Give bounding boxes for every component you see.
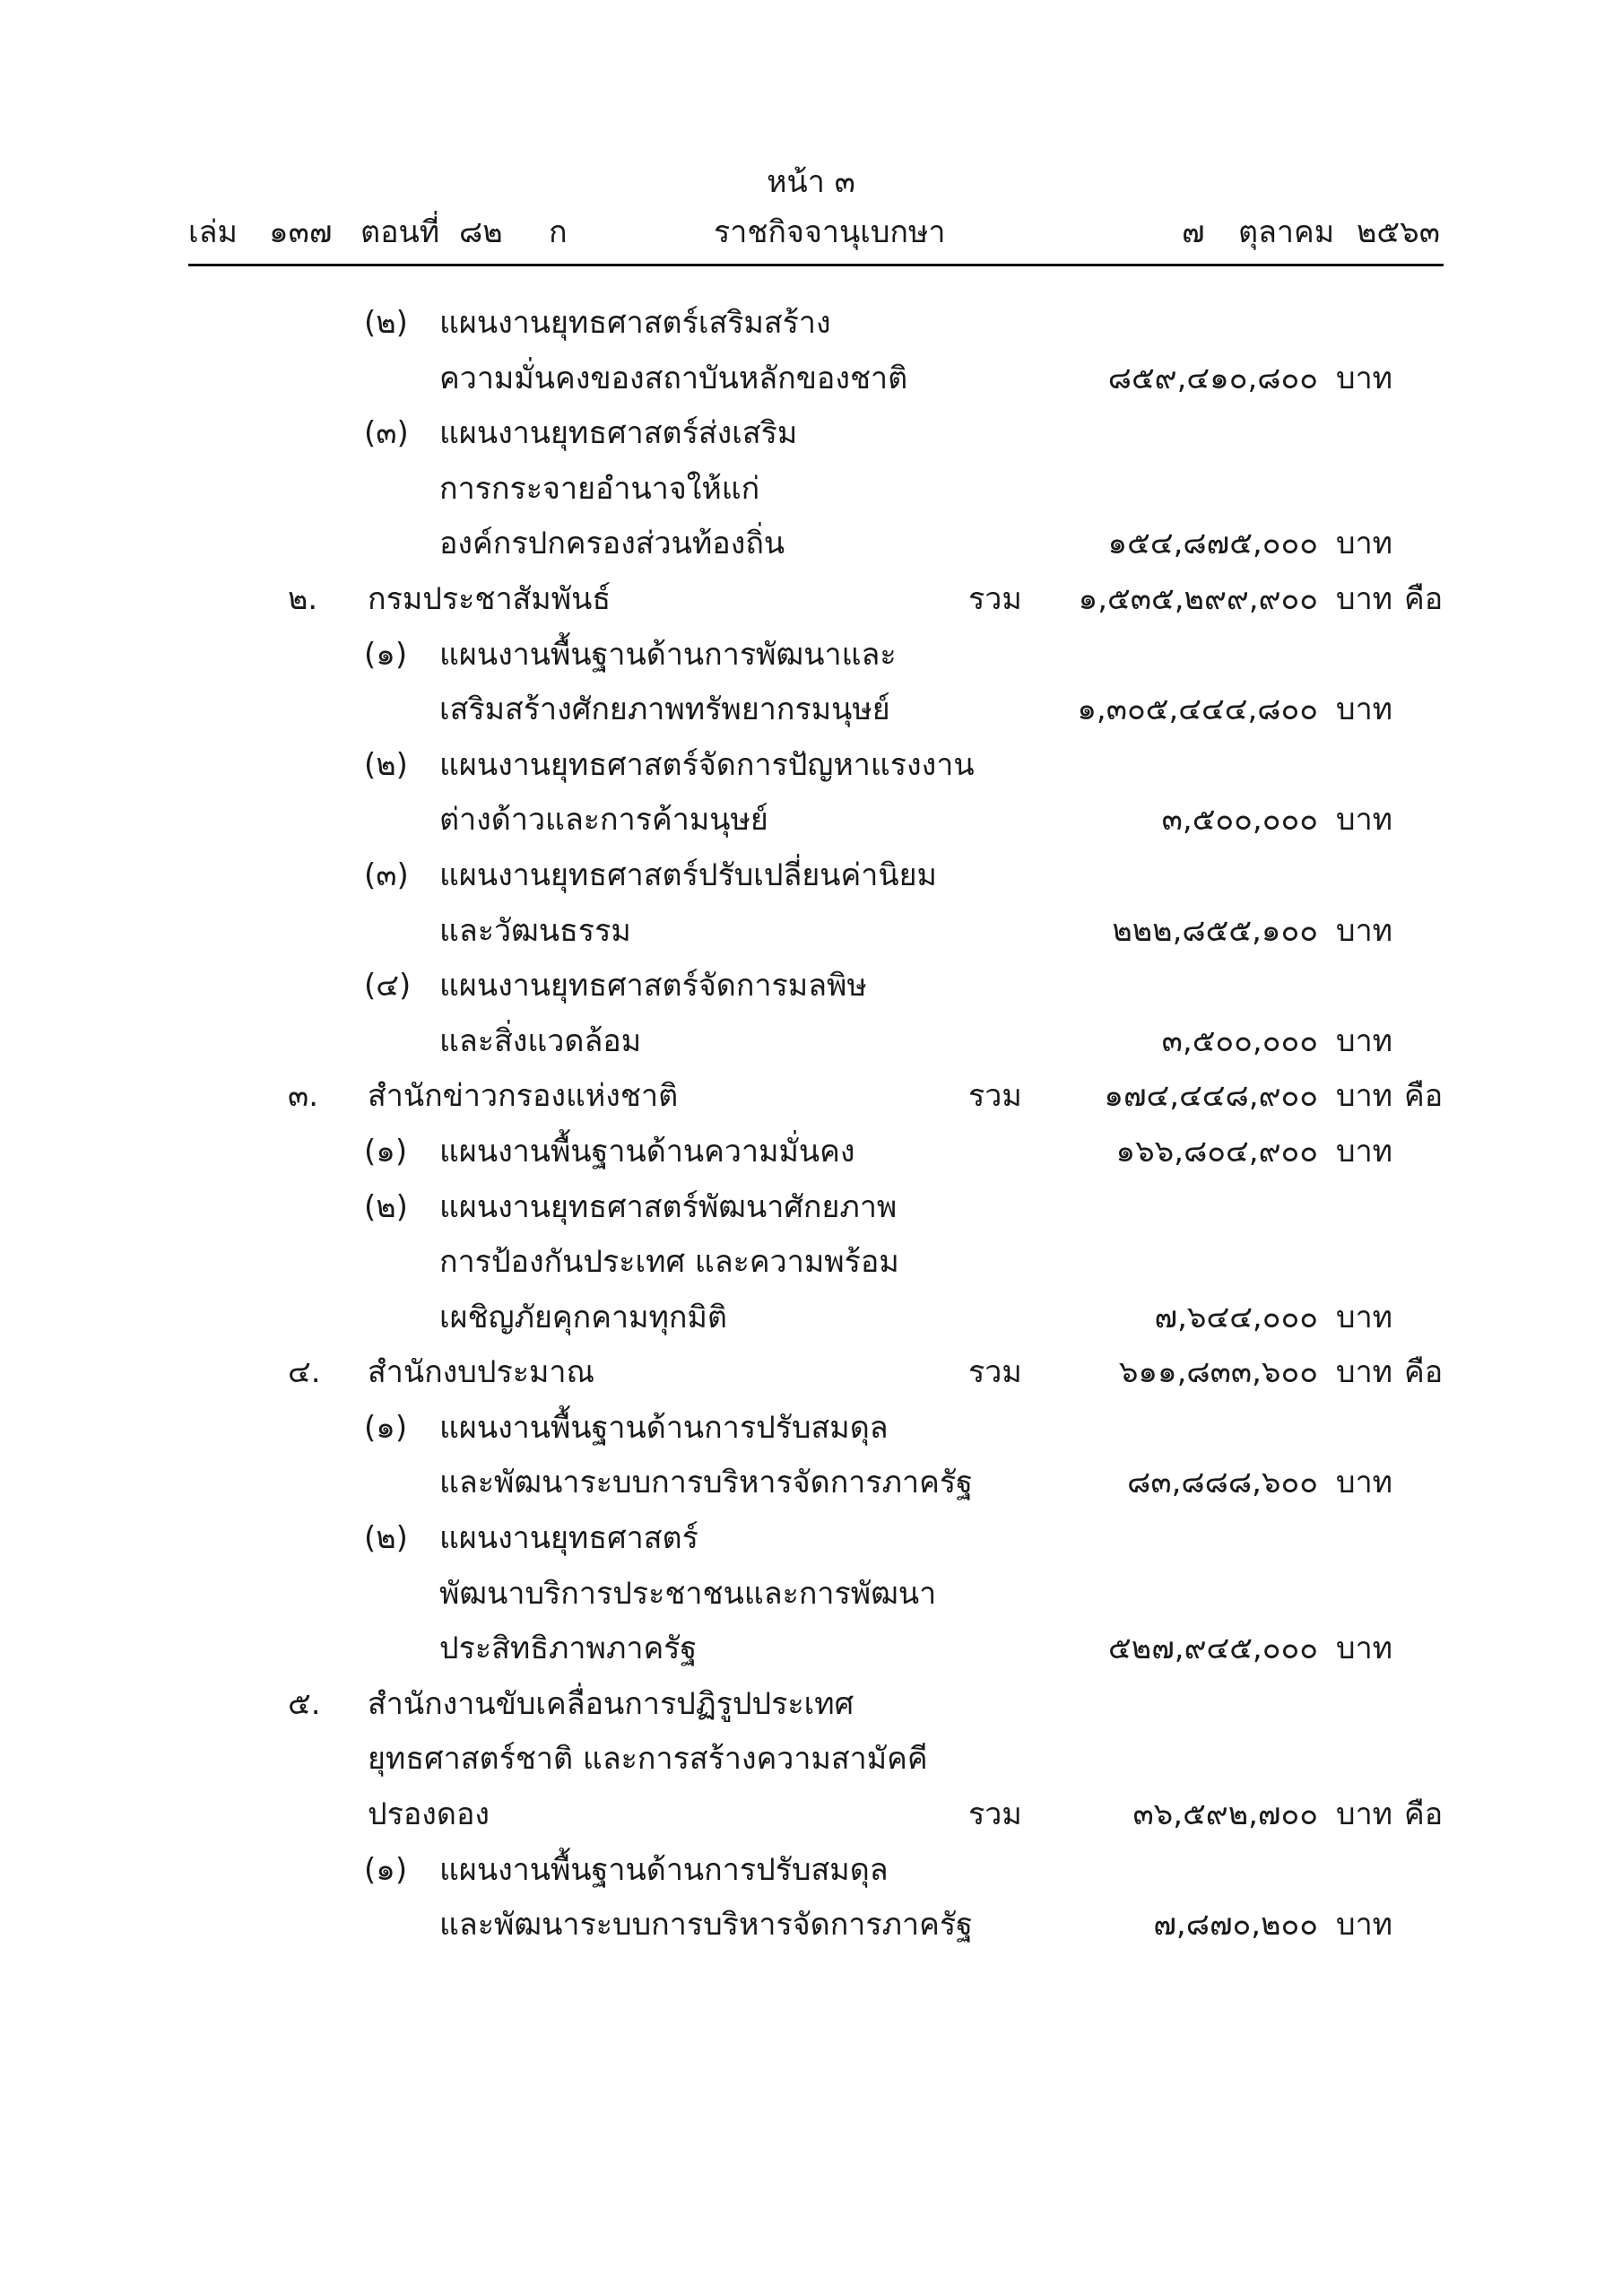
plan-title-continued: และพัฒนาระบบการบริหารจัดการภาครัฐ bbox=[439, 1465, 973, 1501]
section-number: ๕. bbox=[288, 1685, 321, 1722]
plan-row bbox=[0, 1898, 1622, 1953]
volume-number: ๑๓๗ bbox=[269, 214, 333, 250]
plan-title: แผนงานยุทธศาสตร์เสริมสร้าง bbox=[439, 305, 831, 341]
section-title: สำนักงบประมาณ bbox=[368, 1354, 595, 1391]
plan-row bbox=[0, 1622, 1622, 1677]
plan-row bbox=[0, 296, 1622, 352]
currency-unit: บาท bbox=[1336, 1354, 1393, 1391]
section-number: ๒. bbox=[288, 580, 318, 617]
plan-row bbox=[0, 738, 1622, 794]
plan-title: แผนงานพื้นฐานด้านการพัฒนาและ bbox=[439, 636, 897, 673]
amount-value: ๗,๘๗๐,๒๐๐ bbox=[1153, 1907, 1318, 1944]
section-number: ๓. bbox=[288, 1078, 319, 1115]
plan-number: (๑) bbox=[364, 1409, 408, 1446]
header-rule bbox=[188, 264, 1444, 266]
section-row bbox=[0, 1787, 1622, 1843]
plan-number: (๒) bbox=[364, 1188, 408, 1225]
date-month: ตุลาคม bbox=[1238, 214, 1335, 250]
plan-title: แผนงานยุทธศาสตร์พัฒนาศักยภาพ bbox=[439, 1188, 898, 1225]
amount-value: ๕๒๗,๙๔๕,๐๐๐ bbox=[1108, 1631, 1318, 1667]
total-label: รวม bbox=[968, 580, 1022, 617]
date-day: ๗ bbox=[1182, 214, 1205, 250]
amount-value: ๓๖,๕๙๒,๗๐๐ bbox=[1132, 1796, 1318, 1833]
section-title: กรมประชาสัมพันธ์ bbox=[368, 580, 612, 617]
plan-title: แผนงานยุทธศาสตร์ปรับเปลี่ยนค่านิยม bbox=[439, 857, 937, 893]
amount-value: ๗,๖๔๔,๐๐๐ bbox=[1154, 1299, 1318, 1335]
section-title: สำนักงานขับเคลื่อนการปฏิรูปประเทศ bbox=[368, 1685, 854, 1722]
plan-number: (๑) bbox=[364, 636, 408, 673]
currency-unit: บาท bbox=[1336, 1631, 1393, 1667]
currency-unit: บาท bbox=[1336, 1022, 1393, 1059]
plan-title-continued: การป้องกันประเทศ และความพร้อม bbox=[439, 1244, 899, 1281]
header-row bbox=[188, 213, 1444, 252]
plan-title-continued: เสริมสร้างศักยภาพทรัพยากรมนุษย์ bbox=[439, 691, 890, 728]
section-row bbox=[0, 1732, 1622, 1787]
plan-row bbox=[0, 1511, 1622, 1567]
currency-unit: บาท bbox=[1336, 1133, 1393, 1170]
issue-number: ๘๒ bbox=[459, 214, 503, 250]
plan-title-continued: และพัฒนาระบบการบริหารจัดการภาครัฐ bbox=[439, 1907, 973, 1944]
plan-title-continued: และวัฒนธรรม bbox=[439, 912, 631, 949]
namely-label: คือ bbox=[1404, 1354, 1444, 1391]
plan-row bbox=[0, 1014, 1622, 1070]
amount-value: ๑๗๔,๔๔๘,๙๐๐ bbox=[1104, 1078, 1318, 1115]
plan-number: (๒) bbox=[364, 1520, 408, 1557]
namely-label: คือ bbox=[1404, 1796, 1444, 1833]
plan-title: แผนงานพื้นฐานด้านการปรับสมดุล bbox=[439, 1851, 889, 1888]
issue-label: ตอนที่ bbox=[360, 214, 440, 250]
amount-value: ๑,๓๐๕,๔๔๔,๘๐๐ bbox=[1077, 691, 1318, 728]
currency-unit: บาท bbox=[1336, 1907, 1393, 1944]
section-title-continued: ปรองดอง bbox=[368, 1796, 490, 1833]
plan-row bbox=[0, 517, 1622, 572]
plan-row bbox=[0, 1291, 1622, 1346]
plan-row bbox=[0, 1843, 1622, 1899]
plan-title-continued: ต่างด้าวและการค้ามนุษย์ bbox=[439, 802, 768, 839]
plan-row bbox=[0, 904, 1622, 960]
plan-row bbox=[0, 848, 1622, 904]
amount-value: ๓,๕๐๐,๐๐๐ bbox=[1161, 802, 1318, 839]
plan-title: แผนงานยุทธศาสตร์จัดการปัญหาแรงงาน bbox=[439, 746, 975, 783]
amount-value: ๒๒๒,๘๕๕,๑๐๐ bbox=[1112, 912, 1318, 949]
section-number: ๔. bbox=[288, 1354, 321, 1391]
plan-row bbox=[0, 352, 1622, 407]
section-row bbox=[0, 1677, 1622, 1733]
plan-title-continued: ประสิทธิภาพภาครัฐ bbox=[439, 1631, 698, 1667]
plan-row bbox=[0, 1456, 1622, 1511]
amount-value: ๘๕๙,๔๑๐,๘๐๐ bbox=[1107, 360, 1318, 396]
page-number: หน้า ๓ bbox=[767, 164, 855, 200]
volume-label: เล่ม bbox=[188, 214, 238, 250]
plan-row bbox=[0, 683, 1622, 738]
section-letter: ก bbox=[549, 214, 568, 250]
section-row bbox=[0, 1069, 1622, 1125]
plan-row bbox=[0, 793, 1622, 848]
section-title-continued: ยุทธศาสตร์ชาติ และการสร้างความสามัคคี bbox=[368, 1741, 928, 1778]
currency-unit: บาท bbox=[1336, 1078, 1393, 1115]
date-year: ๒๕๖๓ bbox=[1357, 214, 1440, 250]
namely-label: คือ bbox=[1404, 1078, 1444, 1115]
plan-row bbox=[0, 1567, 1622, 1622]
total-label: รวม bbox=[968, 1078, 1022, 1115]
amount-value: ๖๑๑,๘๓๓,๖๐๐ bbox=[1118, 1354, 1318, 1391]
plan-row bbox=[0, 1125, 1622, 1180]
currency-unit: บาท bbox=[1336, 1465, 1393, 1501]
plan-number: (๓) bbox=[364, 415, 409, 452]
section-row bbox=[0, 572, 1622, 628]
plan-number: (๑) bbox=[364, 1133, 408, 1170]
currency-unit: บาท bbox=[1336, 580, 1393, 617]
plan-title-continued: การกระจายอำนาจให้แก่ bbox=[439, 470, 760, 507]
amount-value: ๑๕๔,๘๗๕,๐๐๐ bbox=[1107, 526, 1318, 562]
amount-value: ๓,๕๐๐,๐๐๐ bbox=[1161, 1022, 1318, 1059]
namely-label: คือ bbox=[1404, 580, 1444, 617]
plan-row bbox=[0, 959, 1622, 1014]
plan-title-continued: ความมั่นคงของสถาบันหลักของชาติ bbox=[439, 360, 908, 396]
plan-number: (๑) bbox=[364, 1851, 408, 1888]
plan-row bbox=[0, 462, 1622, 517]
plan-row bbox=[0, 628, 1622, 683]
currency-unit: บาท bbox=[1336, 1299, 1393, 1335]
currency-unit: บาท bbox=[1336, 802, 1393, 839]
amount-value: ๑๖๖,๘๐๔,๙๐๐ bbox=[1115, 1133, 1318, 1170]
plan-title-continued: เผชิญภัยคุกคามทุกมิติ bbox=[439, 1299, 727, 1335]
currency-unit: บาท bbox=[1336, 526, 1393, 562]
currency-unit: บาท bbox=[1336, 360, 1393, 396]
amount-value: ๑,๕๓๕,๒๙๙,๙๐๐ bbox=[1078, 580, 1318, 617]
plan-title: แผนงานพื้นฐานด้านการปรับสมดุล bbox=[439, 1409, 889, 1446]
plan-title: แผนงานยุทธศาสตร์ bbox=[439, 1520, 698, 1557]
plan-title-continued: และสิ่งแวดล้อม bbox=[439, 1022, 642, 1059]
section-row bbox=[0, 1345, 1622, 1401]
gazette-name: ราชกิจจานุเบกษา bbox=[714, 214, 946, 250]
currency-unit: บาท bbox=[1336, 1796, 1393, 1833]
plan-title: แผนงานยุทธศาสตร์ส่งเสริม bbox=[439, 415, 798, 452]
plan-row bbox=[0, 406, 1622, 462]
plan-title-continued: พัฒนาบริการประชาชนและการพัฒนา bbox=[439, 1575, 937, 1612]
currency-unit: บาท bbox=[1336, 912, 1393, 949]
plan-row bbox=[0, 1180, 1622, 1236]
plan-number: (๔) bbox=[364, 968, 412, 1004]
plan-title: แผนงานยุทธศาสตร์จัดการมลพิษ bbox=[439, 968, 867, 1004]
plan-number: (๓) bbox=[364, 857, 409, 893]
currency-unit: บาท bbox=[1336, 691, 1393, 728]
plan-title: แผนงานพื้นฐานด้านความมั่นคง bbox=[439, 1133, 855, 1170]
plan-row bbox=[0, 1235, 1622, 1291]
amount-value: ๘๓,๘๘๘,๖๐๐ bbox=[1127, 1465, 1318, 1501]
total-label: รวม bbox=[968, 1796, 1022, 1833]
plan-row bbox=[0, 1401, 1622, 1457]
budget-list bbox=[0, 296, 1622, 1953]
plan-number: (๒) bbox=[364, 305, 408, 341]
plan-number: (๒) bbox=[364, 746, 408, 783]
total-label: รวม bbox=[968, 1354, 1022, 1391]
plan-title-continued: องค์กรปกครองส่วนท้องถิ่น bbox=[439, 526, 785, 562]
section-title: สำนักข่าวกรองแห่งชาติ bbox=[368, 1078, 679, 1115]
